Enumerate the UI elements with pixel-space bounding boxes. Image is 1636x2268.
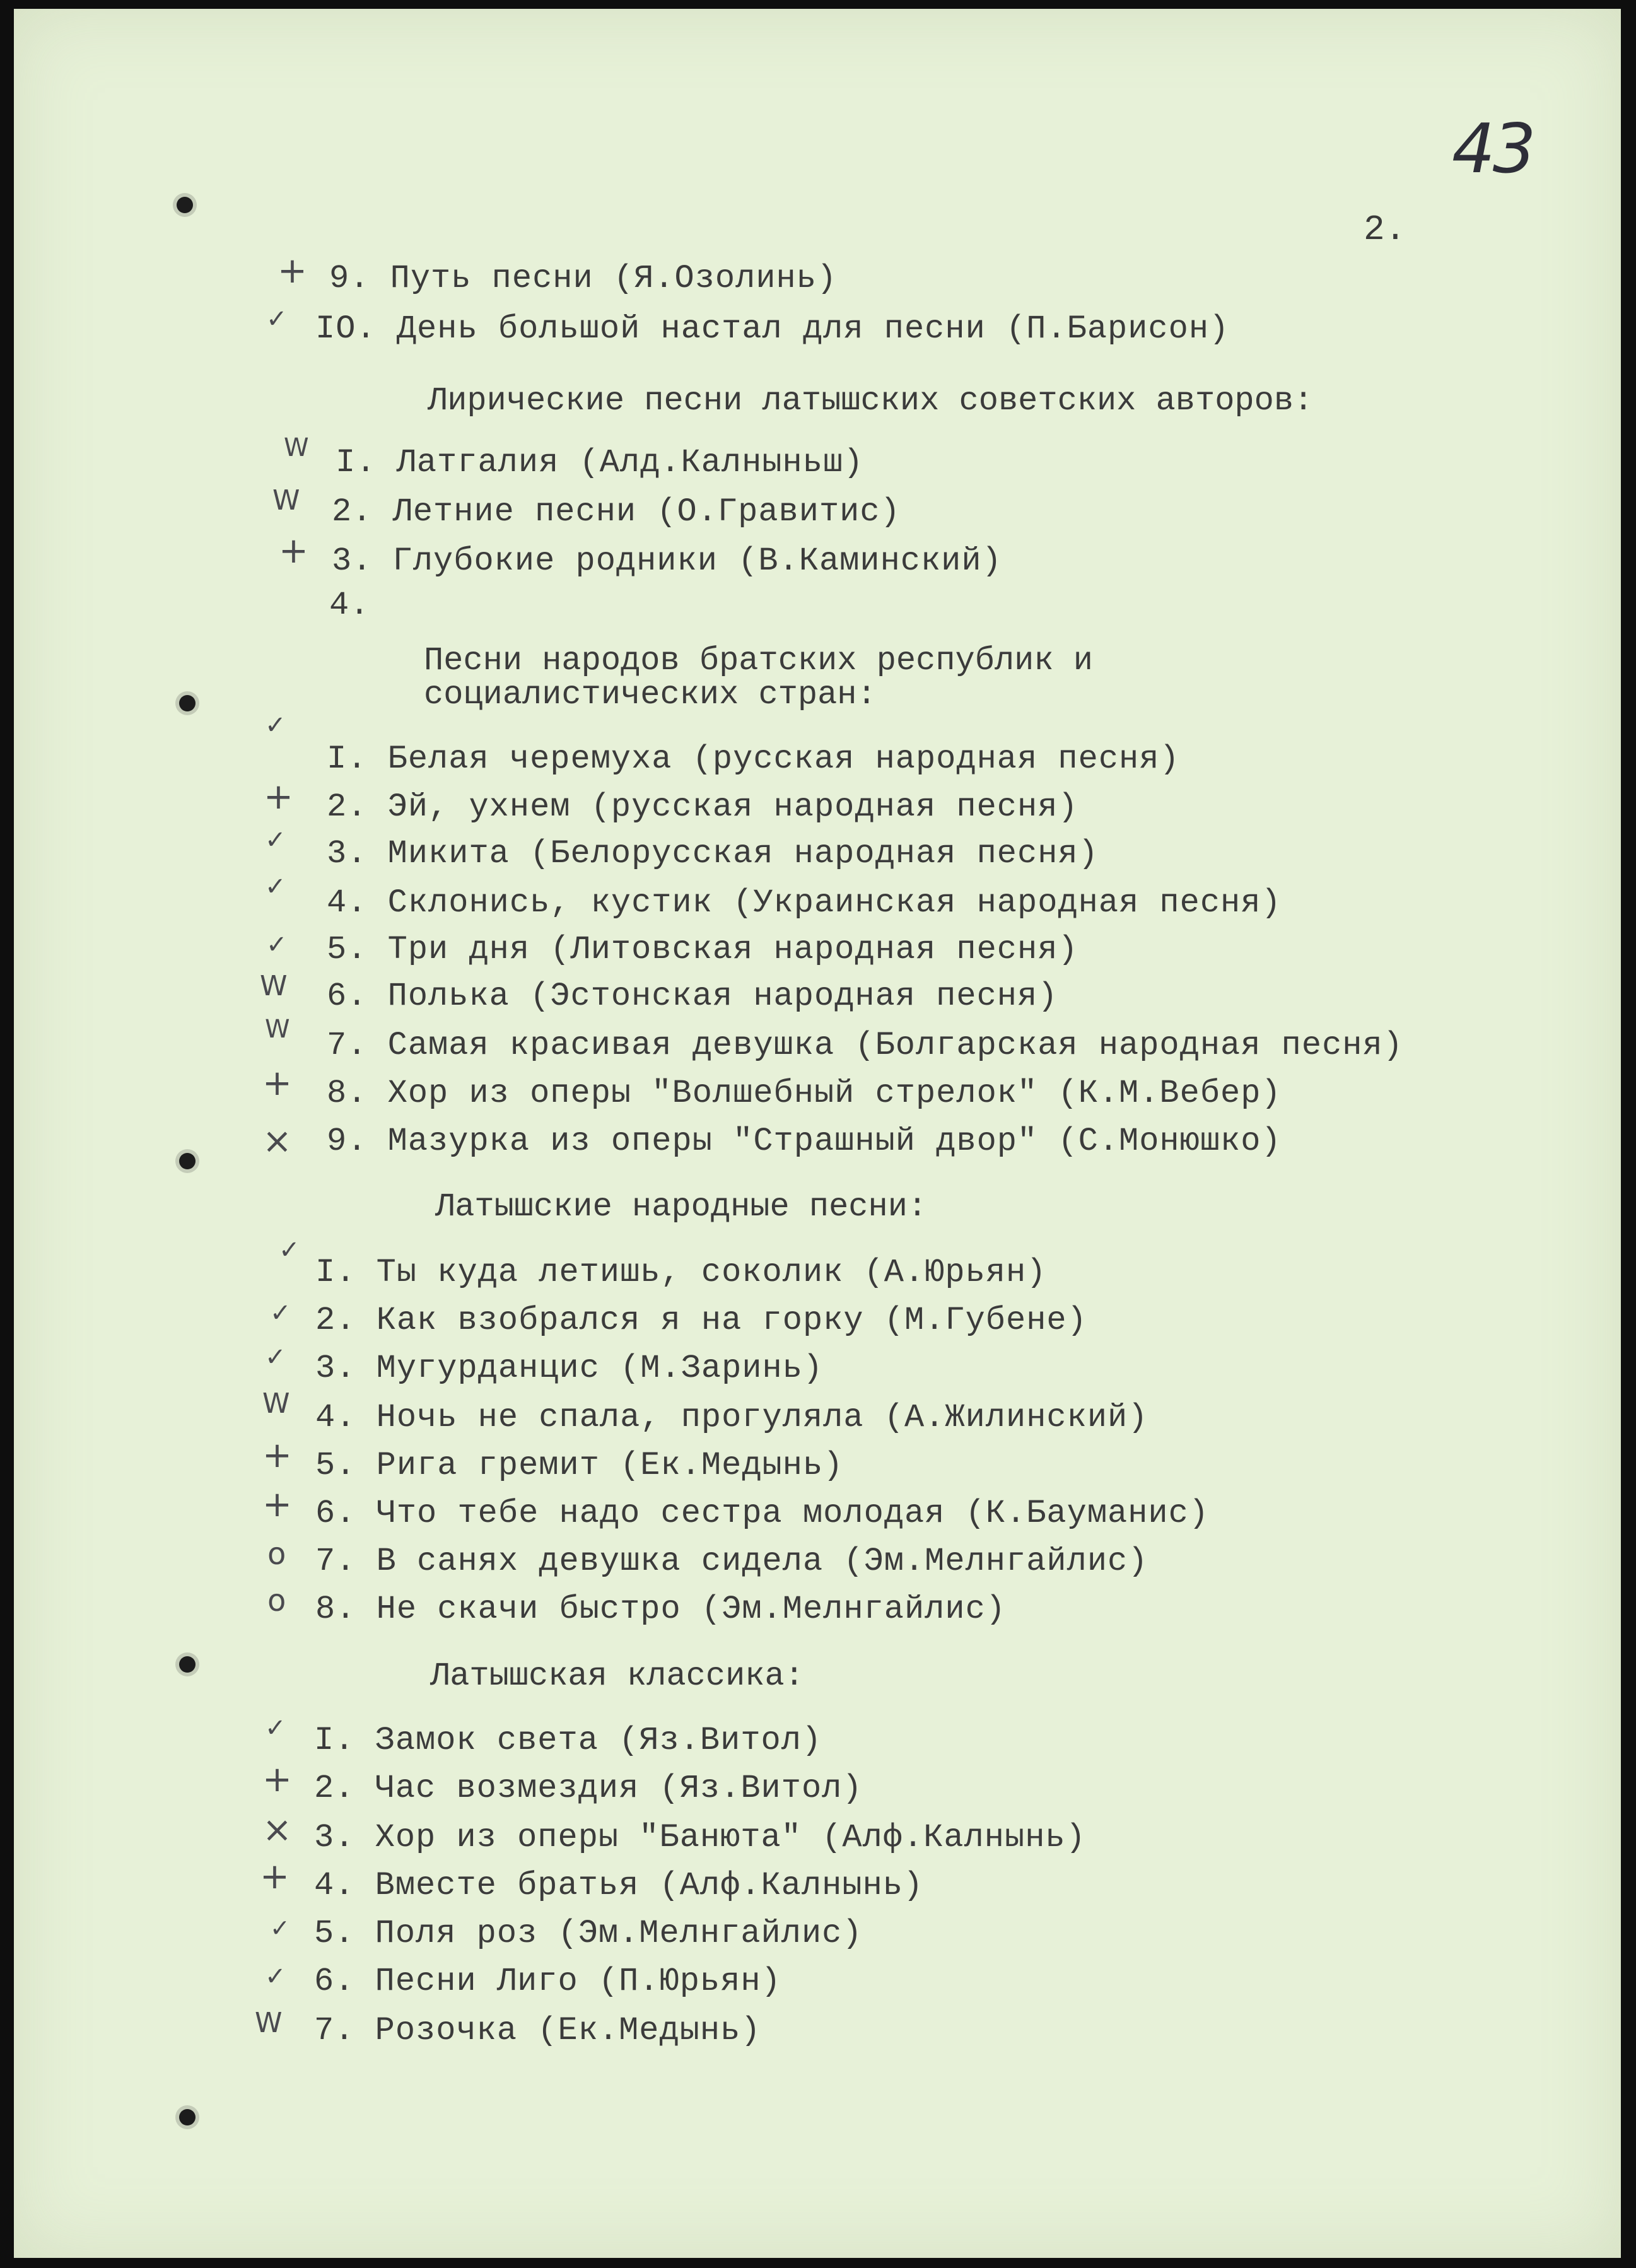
list-item (327, 788, 1078, 826)
list-item (327, 835, 1099, 872)
list-item (315, 1254, 1046, 1291)
list-item (327, 1123, 1282, 1160)
item-number: 3. (332, 542, 373, 580)
margin-mark: + (264, 776, 293, 817)
item-number: 4. (315, 1399, 356, 1436)
item-number: I. (314, 1722, 355, 1759)
item-number: 6. (314, 1963, 355, 2000)
section-heading: Латышские народные песни: (435, 1188, 928, 1225)
item-text: Склонись, кустик (Украинская народная песня) (387, 884, 1282, 921)
item-text: Мазурка из оперы "Страшный двор" (С.Монюшко) (387, 1123, 1282, 1160)
item-number: 9. (327, 1123, 368, 1160)
item-number: 6. (315, 1495, 356, 1532)
item-text: Микита (Белорусская народная песня) (387, 835, 1099, 872)
margin-mark: ✓ (265, 1343, 286, 1372)
item-text: Розочка (Ек.Медынь) (375, 2012, 761, 2049)
item-number: I. (336, 444, 377, 481)
typed-page-number: 2. (1364, 209, 1406, 250)
list-item (329, 587, 370, 624)
section-heading: Лирические песни латышских советских авторов: (428, 382, 1314, 419)
item-text: Поля роз (Эм.Мелнгайлис) (375, 1915, 863, 1952)
list-item (314, 1722, 822, 1759)
list-item (332, 542, 1002, 580)
margin-mark: + (262, 1435, 292, 1476)
binder-hole (179, 1656, 196, 1673)
item-number: I. (315, 1254, 356, 1291)
margin-mark: + (260, 1856, 289, 1897)
item-text: Мугурданцис (М.Заринь) (376, 1350, 824, 1387)
item-number: 5. (314, 1915, 355, 1952)
item-number: 8. (327, 1075, 368, 1112)
list-item (314, 1963, 781, 2000)
item-number: 5. (327, 931, 368, 968)
margin-mark: ✓ (265, 711, 286, 740)
margin-mark: W (284, 433, 309, 462)
item-number: IO. (315, 310, 377, 348)
list-item (315, 1302, 1087, 1339)
margin-mark: ✓ (270, 1914, 290, 1942)
list-item (315, 1447, 843, 1484)
margin-mark: W (262, 1388, 290, 1420)
margin-mark: + (279, 530, 308, 571)
list-item (327, 931, 1078, 968)
margin-mark: ✓ (266, 305, 288, 334)
item-text: Ты куда летишь, соколик (А.Юрьян) (376, 1254, 1047, 1291)
item-text: В санях девушка сидела (Эм.Мелнгайлис) (376, 1543, 1148, 1580)
item-number: 9. (329, 260, 370, 297)
binder-hole (179, 1153, 196, 1169)
item-text: Замок света (Яз.Витол) (375, 1722, 822, 1759)
item-number: 2. (332, 493, 373, 530)
margin-mark: + (262, 1063, 292, 1104)
item-number: 4. (329, 587, 370, 624)
binder-hole (179, 2109, 196, 2125)
margin-mark: W (265, 1015, 290, 1044)
item-number: 4. (327, 884, 368, 921)
item-text: Латгалия (Алд.Калныньш) (396, 444, 864, 481)
margin-mark: ✓ (265, 826, 286, 855)
margin-mark: W (260, 970, 288, 1002)
section-heading: Латышская классика: (430, 1657, 804, 1695)
item-text: Летние песни (О.Гравитис) (392, 493, 901, 530)
margin-mark: ✓ (265, 1962, 286, 1991)
item-number: 6. (327, 978, 368, 1015)
item-text: Полька (Эстонская народная песня) (387, 978, 1058, 1015)
item-text: Эй, ухнем (русская народная песня) (387, 788, 1078, 826)
list-item (327, 740, 1180, 778)
item-text: Что тебе надо сестра молодая (К.Бауманис) (376, 1495, 1210, 1532)
item-text: Самая красивая девушка (Болгарская народная песня) (387, 1027, 1403, 1064)
list-item (329, 260, 837, 297)
item-number: 3. (327, 835, 368, 872)
margin-mark: ✓ (266, 930, 288, 959)
item-text: День большой настал для песни (П.Барисон) (396, 310, 1230, 348)
list-item (315, 1543, 1148, 1580)
list-item (327, 1027, 1403, 1064)
list-item (314, 2012, 761, 2049)
margin-mark: ✓ (265, 1714, 286, 1743)
section-heading: Песни народов братских республик и (424, 642, 1093, 679)
item-number: 5. (315, 1447, 356, 1484)
list-item (336, 444, 863, 481)
document-page (14, 9, 1621, 2258)
list-item (327, 1075, 1282, 1112)
section-heading-continued: социалистических стран: (424, 676, 877, 713)
item-number: 4. (314, 1867, 355, 1904)
margin-mark: ✓ (270, 1299, 291, 1328)
list-item (314, 1819, 1086, 1856)
margin-mark: × (262, 1121, 292, 1162)
item-number: 3. (314, 1819, 355, 1856)
margin-mark: W (272, 484, 300, 517)
item-text: Хор из оперы "Волшебный стрелок" (К.М.Вебер) (387, 1075, 1282, 1112)
item-text: Как взобрался я на горку (М.Губене) (376, 1302, 1087, 1339)
list-item (314, 1867, 923, 1904)
margin-mark: + (262, 1759, 292, 1800)
item-text: Белая черемуха (русская народная песня) (387, 740, 1180, 778)
margin-mark: × (262, 1809, 292, 1850)
list-item (327, 884, 1282, 921)
margin-mark: ✓ (265, 872, 286, 901)
item-number: 3. (315, 1350, 356, 1387)
item-text: Три дня (Литовская народная песня) (387, 931, 1078, 968)
item-text: Хор из оперы "Банюта" (Алф.Калнынь) (375, 1819, 1086, 1856)
list-item (314, 1915, 863, 1952)
binder-hole (177, 197, 193, 213)
item-number: I. (327, 740, 368, 778)
list-item (327, 978, 1058, 1015)
item-text: Час возмездия (Яз.Витол) (375, 1770, 863, 1807)
item-text: Не скачи быстро (Эм.Мелнгайлис) (376, 1591, 1006, 1628)
item-text: Песни Лиго (П.Юрьян) (375, 1963, 781, 2000)
list-item (315, 1591, 1006, 1628)
item-text: Ночь не спала, прогуляла (А.Жилинский) (376, 1399, 1148, 1436)
item-text: Рига гремит (Ек.Медынь) (376, 1447, 844, 1484)
item-text: Путь песни (Я.Озолинь) (390, 260, 838, 297)
margin-mark: o (267, 1536, 286, 1572)
list-item (332, 493, 901, 530)
item-number: 7. (314, 2012, 355, 2049)
item-text: Вместе братья (Алф.Калнынь) (375, 1867, 924, 1904)
list-item (315, 1399, 1148, 1436)
margin-mark: + (262, 1484, 292, 1525)
list-item (315, 1495, 1209, 1532)
binder-hole (179, 695, 196, 711)
margin-mark: + (278, 250, 307, 291)
list-item (315, 310, 1229, 348)
item-text: Глубокие родники (В.Каминский) (392, 542, 1002, 580)
list-item (314, 1770, 863, 1807)
list-item (315, 1350, 823, 1387)
handwritten-page-number: 43 (1452, 110, 1534, 189)
item-number: 2. (314, 1770, 355, 1807)
margin-mark: W (255, 2007, 283, 2039)
item-number: 7. (315, 1543, 356, 1580)
item-number: 2. (315, 1302, 356, 1339)
item-number: 7. (327, 1027, 368, 1064)
margin-mark: ✓ (279, 1236, 300, 1265)
item-number: 8. (315, 1591, 356, 1628)
item-number: 2. (327, 788, 368, 826)
margin-mark: o (267, 1583, 286, 1618)
